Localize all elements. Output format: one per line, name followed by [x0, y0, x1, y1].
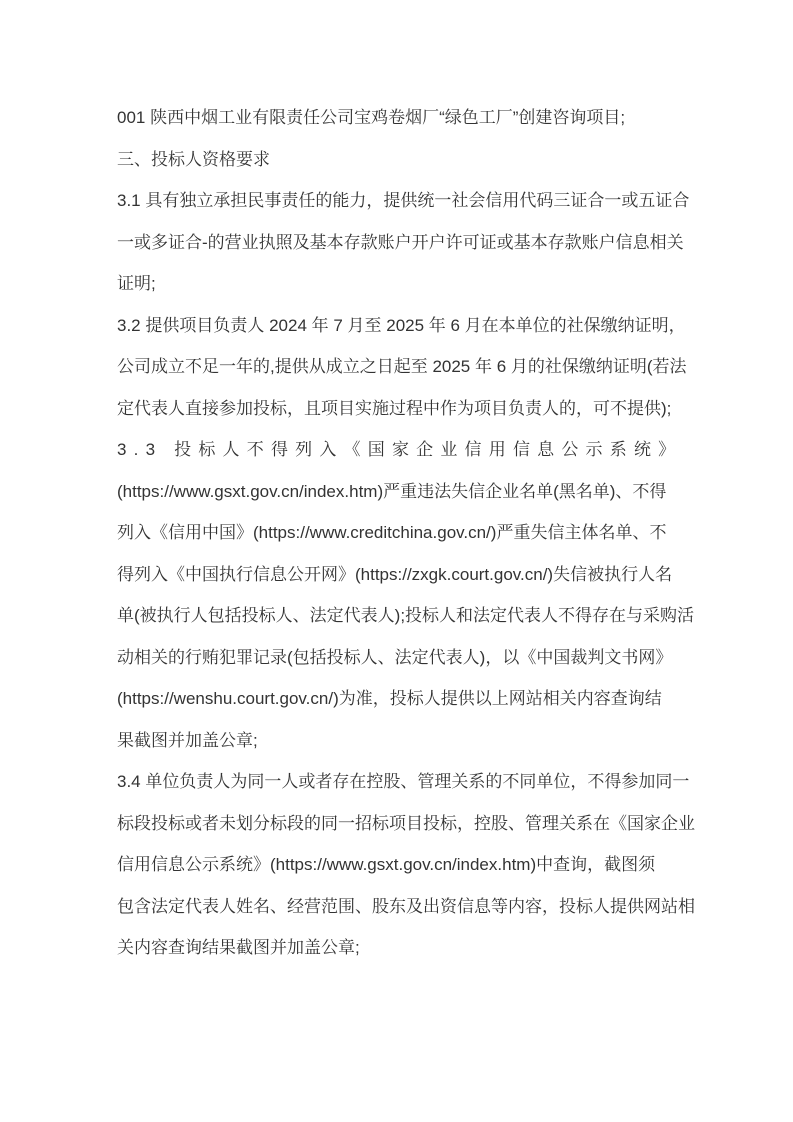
text-line: 列入《信用中国》(https://www.creditchina.gov.cn/)严重失信主体名单、不 — [117, 523, 667, 542]
text-line: 包含法定代表人姓名、经营范围、股东及出资信息等内容，投标人提供网站相 — [117, 896, 695, 916]
text-line: 动相关的行贿犯罪记录(包括投标人、法定代表人)，以《中国裁判文书网》 — [117, 647, 673, 667]
text-line: 001 陕西中烟工业有限责任公司宝鸡卷烟厂“绿色工厂”创建咨询项目; — [117, 108, 626, 127]
text-line: 3.3 投标人不得列入《国家企业信用信息公示系统》 — [117, 440, 683, 459]
text-line: 三、投标人资格要求 — [117, 149, 270, 169]
text-line: 3.2 提供项目负责人 2024 年 7 月至 2025 年 6 月在本单位的社保缴纳证明， — [117, 315, 686, 335]
text-line: 果截图并加盖公章; — [117, 730, 258, 750]
document-body — [117, 97, 695, 969]
text-line: (https://www.gsxt.gov.cn/index.htm)严重违法失信企业名单(黑名单)、不得 — [117, 481, 667, 501]
text-line: 一或多证合-的营业执照及基本存款账户开户许可证或基本存款账户信息相关 — [117, 232, 684, 252]
text-line: 公司成立不足一年的,提供从成立之日起至 2025 年 6 月的社保缴纳证明(若法 — [117, 357, 687, 376]
text-line: 单(被执行人包括投标人、法定代表人);投标人和法定代表人不得存在与采购活 — [117, 606, 695, 625]
text-line: 证明; — [117, 274, 156, 293]
text-line: 关内容查询结果截图并加盖公章; — [117, 938, 360, 957]
text-line: 3.1 具有独立承担民事责任的能力，提供统一社会信用代码三证合一或五证合 — [117, 191, 690, 210]
text-line: 标段投标或者未划分标段的同一招标项目投标，控股、管理关系在《国家企业 — [117, 813, 695, 833]
text-line: 信用信息公示系统》(https://www.gsxt.gov.cn/index.htm)中查询，截图须 — [117, 855, 656, 874]
text-line: 得列入《中国执行信息公开网》(https://zxgk.court.gov.cn/)失信被执行人名 — [117, 564, 673, 584]
text-line: (https://wenshu.court.gov.cn/)为准，投标人提供以上网站相关内容查询结 — [117, 689, 662, 708]
text-line: 3.4 单位负责人为同一人或者存在控股、管理关系的不同单位，不得参加同一 — [117, 772, 690, 791]
text-line: 定代表人直接参加投标，且项目实施过程中作为项目负责人的，可不提供); — [117, 398, 672, 418]
